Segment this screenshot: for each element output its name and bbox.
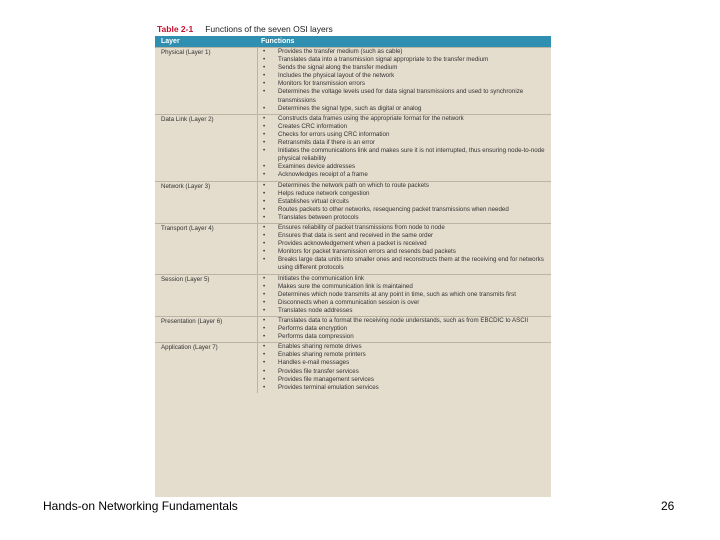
function-item (258, 275, 547, 283)
column-header-layer: Layer (161, 38, 180, 45)
function-text: Enables sharing remote drives (278, 343, 362, 351)
bullet-icon: • (263, 122, 266, 130)
function-item (258, 376, 547, 384)
bullet-icon: • (263, 72, 266, 80)
table-row (155, 47, 551, 114)
function-item (258, 190, 547, 198)
function-text: Translates node addresses (278, 306, 353, 314)
bullet-icon: • (263, 306, 266, 314)
layer-name: Session (Layer 5) (155, 275, 258, 316)
layer-functions (258, 115, 551, 181)
function-item (258, 248, 547, 256)
function-text: Disconnects when a communication session is over (278, 298, 420, 306)
bullet-icon: • (263, 64, 266, 72)
bullet-icon: • (263, 130, 266, 138)
function-item (258, 105, 547, 113)
table-row (155, 223, 551, 274)
function-item (258, 88, 547, 104)
layer-functions (258, 343, 551, 393)
column-header-functions: Functions (261, 38, 295, 45)
function-item (258, 214, 547, 222)
function-text: Includes the physical layout of the network (278, 72, 395, 80)
table-row (155, 274, 551, 316)
function-item (258, 351, 547, 359)
bullet-icon: • (263, 375, 266, 383)
bullet-icon: • (263, 223, 266, 231)
layer-functions (258, 317, 551, 342)
function-item (258, 232, 547, 240)
table-caption (155, 22, 551, 36)
table-title: Functions of the seven OSI layers (205, 24, 333, 34)
function-text: Breaks large data units into smaller ones and reconstructs them at the receiving end for networks using different protocols (278, 256, 544, 272)
bullet-icon: • (263, 274, 266, 282)
function-item (258, 325, 547, 333)
function-text: Establishes virtual circuits (278, 197, 349, 205)
bullet-icon: • (263, 248, 266, 256)
function-text: Translates data into a transmission signal appropriate to the transfer medium (278, 56, 489, 64)
function-text: Performs data encryption (278, 325, 348, 333)
function-item (258, 131, 547, 139)
bullet-icon: • (263, 139, 266, 147)
table-row (155, 316, 551, 342)
function-text: Determines the network path on which to route packets (278, 181, 429, 189)
function-item (258, 359, 547, 367)
function-text: Constructs data frames using the appropriate format for the network (278, 114, 464, 122)
bullet-icon: • (263, 256, 266, 264)
bullet-icon: • (263, 163, 266, 171)
function-item (258, 139, 547, 147)
bullet-icon: • (263, 189, 266, 197)
footer-title: Hands-on Networking Fundamentals (43, 499, 238, 513)
function-item (258, 182, 547, 190)
function-item (258, 343, 547, 351)
function-item (258, 163, 547, 171)
function-item (258, 283, 547, 291)
bullet-icon: • (263, 333, 266, 341)
function-item (258, 291, 547, 299)
bullet-icon: • (263, 48, 266, 55)
bullet-icon: • (263, 298, 266, 306)
table-row (155, 181, 551, 223)
table-header (155, 36, 551, 47)
function-item (258, 224, 547, 232)
layer-functions (258, 48, 551, 114)
bullet-icon: • (263, 359, 266, 367)
function-item (258, 56, 547, 64)
bullet-icon: • (263, 80, 266, 88)
bullet-icon: • (263, 205, 266, 213)
bullet-icon: • (263, 114, 266, 122)
function-item (258, 299, 547, 307)
function-item (258, 206, 547, 214)
function-text: Creates CRC information (278, 122, 348, 130)
function-item (258, 72, 547, 80)
function-item (258, 240, 547, 248)
table-number: Table 2-1 (157, 24, 194, 34)
function-text: Routes packets to other networks, resequencing packet transmissions when needed (278, 205, 509, 213)
function-text: Provides acknowledgement when a packet is received (278, 240, 427, 248)
bullet-icon: • (263, 197, 266, 205)
function-text: Sends the signal along the transfer medium (278, 64, 398, 72)
bullet-icon: • (263, 290, 266, 298)
function-text: Monitors for transmission errors (278, 80, 365, 88)
function-text: Helps reduce network congestion (278, 189, 370, 197)
function-item (258, 317, 547, 325)
layer-name: Physical (Layer 1) (155, 48, 258, 114)
function-item (258, 368, 547, 376)
layer-functions (258, 275, 551, 316)
function-text: Translates between protocols (278, 213, 359, 221)
layer-name: Application (Layer 7) (155, 343, 258, 393)
function-item (258, 171, 547, 179)
bullet-icon: • (263, 240, 266, 248)
function-item (258, 333, 547, 341)
function-item (258, 147, 547, 163)
bullet-icon: • (263, 317, 266, 324)
function-item (258, 115, 547, 123)
function-text: Provides file management services (278, 375, 374, 383)
layer-name: Network (Layer 3) (155, 182, 258, 223)
function-item (258, 64, 547, 72)
bullet-icon: • (263, 343, 266, 351)
function-text: Performs data compression (278, 333, 354, 341)
function-text: Examines device addresses (278, 163, 356, 171)
bullet-icon: • (263, 88, 266, 96)
table-body (155, 47, 551, 393)
bullet-icon: • (263, 104, 266, 112)
layer-functions (258, 224, 551, 274)
page-number: 26 (661, 499, 675, 513)
function-text: Initiates the communication link (278, 274, 364, 282)
function-text: Enables sharing remote printers (278, 351, 366, 359)
function-text: Monitors for packet transmission errors and resends bad packets (278, 248, 456, 256)
function-text: Retransmits data if there is an error (278, 139, 375, 147)
bullet-icon: • (263, 147, 266, 155)
bullet-icon: • (263, 383, 266, 391)
function-item (258, 256, 547, 272)
bullet-icon: • (263, 171, 266, 179)
function-text: Makes sure the communication link is maintained (278, 282, 413, 290)
table-row (155, 342, 551, 393)
layer-name: Data Link (Layer 2) (155, 115, 258, 181)
function-text: Ensures reliability of packet transmissions from node to node (278, 223, 445, 231)
function-item (258, 198, 547, 206)
bullet-icon: • (263, 325, 266, 333)
layer-name: Transport (Layer 4) (155, 224, 258, 274)
layer-name: Presentation (Layer 6) (155, 317, 258, 342)
bullet-icon: • (263, 232, 266, 240)
bullet-icon: • (263, 367, 266, 375)
function-text: Determines which node transmits at any point in time, such as which one transmits first (278, 290, 516, 298)
function-text: Provides file transfer services (278, 367, 359, 375)
bullet-icon: • (263, 181, 266, 189)
function-text: Ensures that data is sent and received in the same order (278, 232, 434, 240)
function-text: Determines the signal type, such as digital or analog (278, 104, 422, 112)
bullet-icon: • (263, 351, 266, 359)
function-text: Handles e-mail messages (278, 359, 350, 367)
bullet-icon: • (263, 213, 266, 221)
function-text: Acknowledges receipt of a frame (278, 171, 368, 179)
table-row (155, 114, 551, 181)
function-text: Provides terminal emulation services (278, 383, 379, 391)
function-text: Determines the voltage levels used for data signal transmissions and used to synchronize transmissions (278, 88, 524, 104)
function-text: Initiates the communications link and makes sure it is not interrupted, thus ensuring node-to-node physical reliability (278, 147, 545, 163)
function-item (258, 307, 547, 315)
layer-functions (258, 182, 551, 223)
function-item (258, 123, 547, 131)
function-text: Provides the transfer medium (such as cable) (278, 48, 403, 55)
function-text: Checks for errors using CRC information (278, 130, 390, 138)
bullet-icon: • (263, 282, 266, 290)
function-item (258, 384, 547, 392)
function-item (258, 80, 547, 88)
function-text: Translates data to a format the receiving node understands, such as from EBCDIC to ASCII (278, 317, 529, 324)
osi-table-image (155, 22, 551, 497)
bullet-icon: • (263, 56, 266, 64)
function-item (258, 48, 547, 56)
